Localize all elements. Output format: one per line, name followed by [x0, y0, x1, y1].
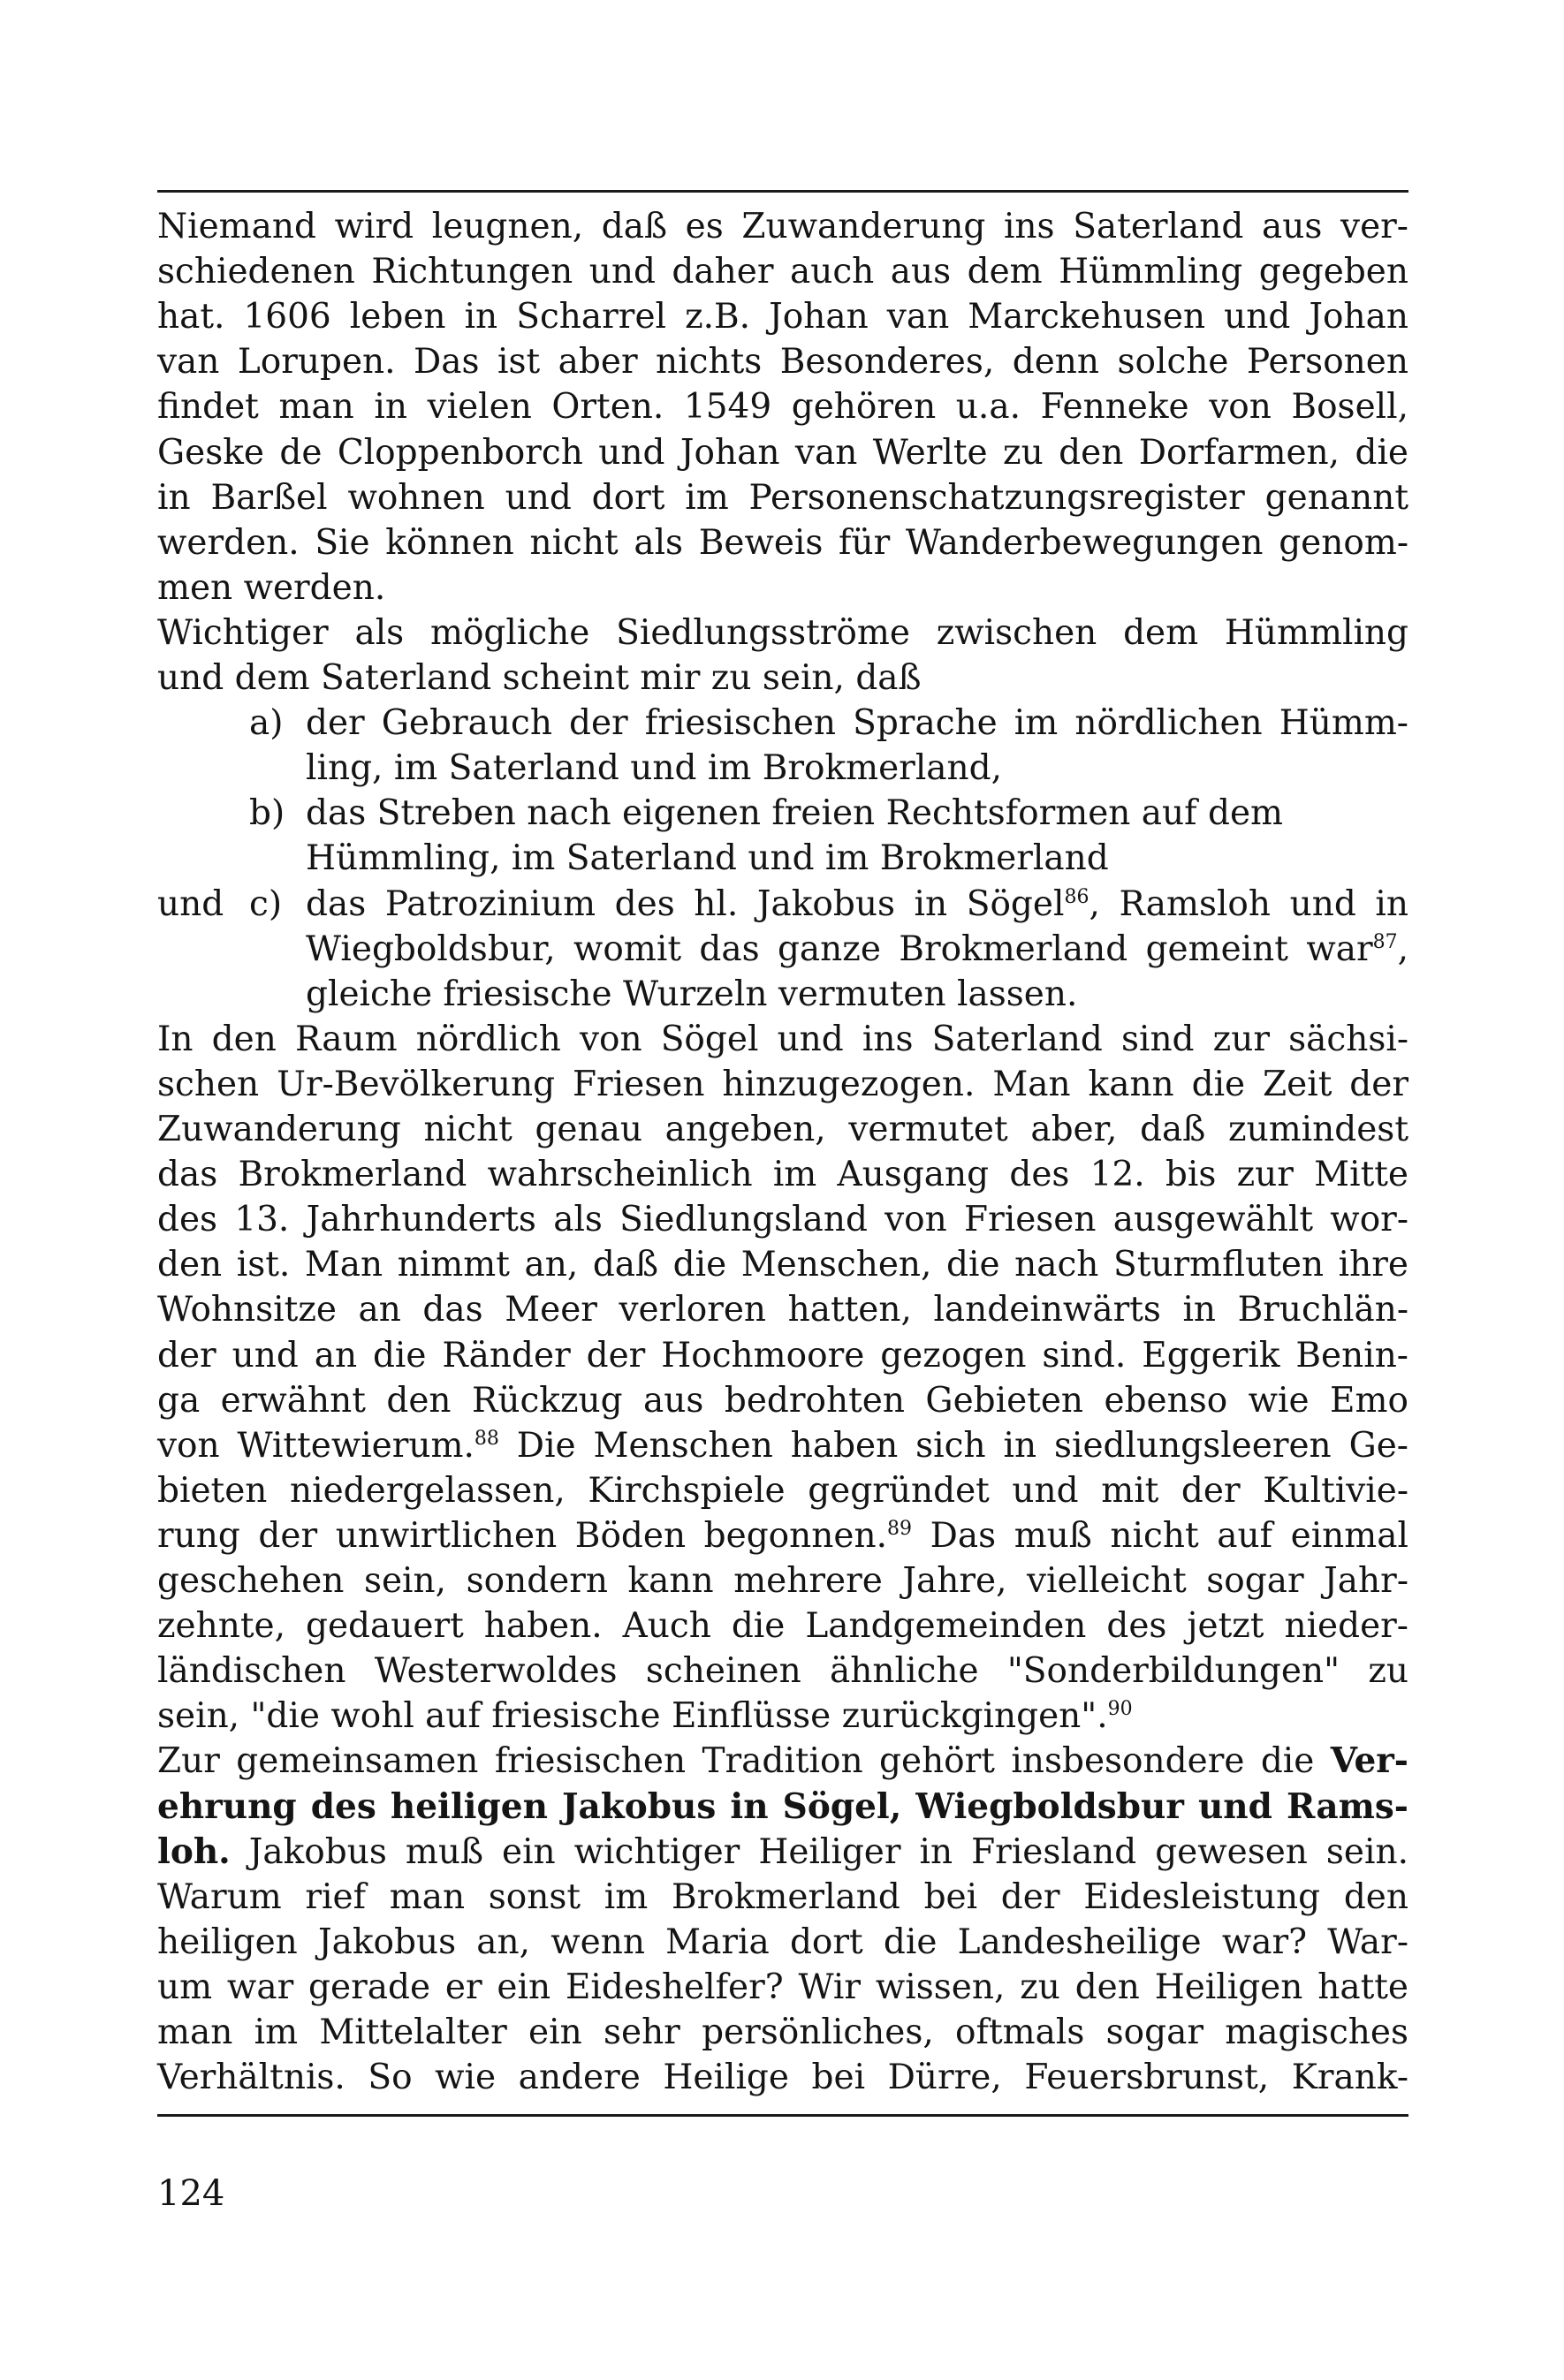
text-line: [157, 1694, 1408, 1739]
text-run: bieten niedergelassen, Kirchspiele gegründet und mit der Kultivie-: [157, 1470, 1408, 1511]
text-line: [306, 791, 1408, 836]
text-run: den ist. Man nimmt an, daß die Menschen, die nach Sturmfluten ihre: [157, 1245, 1408, 1285]
text-line: [157, 610, 1408, 656]
top-rule: [157, 190, 1408, 193]
text-run: , Ramsloh und in: [1089, 883, 1408, 924]
footnote-ref: 88: [474, 1427, 499, 1450]
text-line: [157, 1062, 1408, 1107]
text-line: [157, 1875, 1408, 1920]
text-run: von Wittewierum.: [157, 1425, 475, 1466]
text-line: [157, 656, 1408, 701]
text-line: [157, 2055, 1408, 2100]
page-number: 124: [157, 2173, 225, 2214]
text-line: [157, 1739, 1408, 1784]
bold-text: ehrung des heiligen Jakobus in Sögel, Wiegboldsbur und Rams-: [157, 1785, 1408, 1827]
text-run: schiedenen Richtungen und daher auch aus dem Hümmling gegeben: [157, 252, 1408, 292]
footnote-ref: 86: [1064, 885, 1089, 908]
text-line: [157, 2010, 1408, 2055]
text-run: der und an die Ränder der Hochmoore gezogen sind. Eggerik Benin-: [157, 1335, 1408, 1376]
text-run: Das muß nicht auf einmal: [912, 1515, 1408, 1556]
text-run: findet man in vielen Orten. 1549 gehören u.a. Fenneke von Bosell,: [157, 387, 1408, 428]
text-line: [157, 1242, 1408, 1287]
footnote-ref: 87: [1372, 930, 1398, 953]
text-run: der Gebrauch der friesischen Sprache im nördlichen Hümm-: [306, 703, 1408, 744]
text-line: [157, 1965, 1408, 2010]
text-line: [306, 927, 1408, 972]
text-line: [157, 520, 1408, 565]
text-run: zehnte, gedauert haben. Auch die Landgemeinden des jetzt nieder-: [157, 1606, 1408, 1647]
text-run: ling, im Saterland und im Brokmerland,: [306, 748, 1003, 789]
text-run: des 13. Jahrhunderts als Siedlungsland von Friesen ausgewählt wor-: [157, 1200, 1408, 1240]
text-line: [157, 1107, 1408, 1152]
text-run: hat. 1606 leben in Scharrel z.B. Johan van Marckehusen und Johan: [157, 297, 1408, 337]
text-run: heiligen Jakobus an, wenn Maria dort die Landesheilige war? War-: [157, 1921, 1408, 1962]
text-line: [306, 882, 1408, 927]
text-line: [157, 1333, 1408, 1378]
text-run: um war gerade er ein Eideshelfer? Wir wissen, zu den Heiligen hatte: [157, 1967, 1408, 2007]
text-line: [157, 1468, 1408, 1513]
text-line: [157, 1920, 1408, 1965]
list-item-label: c): [249, 883, 283, 924]
text-run: in Barßel wohnen und dort im Personenschatzungsregister genannt: [157, 477, 1408, 518]
bold-text: Ver-: [1330, 1740, 1408, 1782]
text-run: ländischen Westerwoldes scheinen ähnliche "Sonderbildungen" zu: [157, 1651, 1408, 1692]
text-line: [157, 1603, 1408, 1649]
text-line: [157, 1830, 1408, 1875]
text-line: [157, 1649, 1408, 1694]
text-line: [157, 204, 1408, 249]
text-run: Geske de Cloppenborch und Johan van Werlte zu den Dorfarmen, die: [157, 432, 1408, 473]
bold-text: loh.: [157, 1830, 231, 1872]
text-run: man im Mittelalter ein sehr persönliches, oftmals sogar magisches: [157, 2012, 1408, 2052]
text-line: [157, 1152, 1408, 1197]
text-run: Warum rief man sonst im Brokmerland bei der Eidesleistung den: [157, 1876, 1408, 1917]
text-run: Niemand wird leugnen, daß es Zuwanderung ins Saterland aus ver-: [157, 207, 1408, 246]
text-line: [157, 565, 1408, 610]
text-run: werden. Sie können nicht als Beweis für Wanderbewegungen genom-: [157, 522, 1408, 563]
list-item-label: a): [249, 703, 284, 744]
text-run: Wiegboldsbur, womit das ganze Brokmerland gemeint war: [306, 929, 1373, 969]
text-run: Wichtiger als mögliche Siedlungsströme zwischen dem Hümmling: [157, 612, 1408, 653]
text-line: [157, 1558, 1408, 1603]
text-run: sein, "die wohl auf friesische Einflüsse zurückgingen".: [157, 1696, 1108, 1737]
text-line: [157, 430, 1408, 475]
text-line: [157, 384, 1408, 429]
text-line: [157, 1378, 1408, 1423]
text-line: [306, 701, 1408, 746]
footnote-ref: 90: [1107, 1698, 1133, 1721]
bottom-rule: [157, 2114, 1408, 2117]
text-run: men werden.: [157, 567, 386, 608]
text-line: [157, 1785, 1408, 1830]
text-run: das Streben nach eigenen freien Rechtsformen auf dem: [306, 793, 1284, 834]
text-run: geschehen sein, sondern kann mehrere Jahre, vielleicht sogar Jahr-: [157, 1561, 1408, 1601]
text-run: Wohnsitze an das Meer verloren hatten, landeinwärts in Bruchlän-: [157, 1290, 1408, 1330]
text-run: gleiche friesische Wurzeln vermuten lassen.: [306, 974, 1078, 1014]
text-run: In den Raum nördlich von Sögel und ins Saterland sind zur sächsi-: [157, 1019, 1408, 1059]
text-run: Zur gemeinsamen friesischen Tradition gehört insbesondere die: [157, 1741, 1331, 1782]
text-line: [157, 1197, 1408, 1242]
list-connector: und: [157, 883, 224, 924]
text-line: [157, 294, 1408, 339]
text-line: [157, 339, 1408, 384]
text-line: [306, 746, 1408, 791]
text-run: schen Ur-Bevölkerung Friesen hinzugezogen. Man kann die Zeit der: [157, 1064, 1408, 1104]
text-run: und dem Saterland scheint mir zu sein, daß: [157, 658, 922, 698]
footnote-ref: 89: [887, 1517, 912, 1540]
text-line: [157, 475, 1408, 520]
text-run: das Patrozinium des hl. Jakobus in Sögel: [306, 883, 1065, 924]
text-run: ga erwähnt den Rückzug aus bedrohten Gebieten ebenso wie Emo: [157, 1380, 1408, 1421]
text-line: [157, 249, 1408, 294]
text-line: [306, 836, 1408, 881]
text-run: Die Menschen haben sich in siedlungsleeren Ge-: [498, 1425, 1408, 1466]
text-line: [157, 1513, 1408, 1558]
text-run: ,: [1397, 929, 1408, 969]
text-line: [306, 972, 1408, 1017]
text-run: Zuwanderung nicht genau angeben, vermutet aber, daß zumindest: [157, 1110, 1408, 1149]
text-run: van Lorupen. Das ist aber nichts Besonderes, denn solche Personen: [157, 342, 1408, 383]
list-item-label: b): [249, 793, 285, 834]
text-line: [157, 1423, 1408, 1468]
text-run: Hümmling, im Saterland und im Brokmerland: [306, 838, 1109, 879]
text-run: Verhältnis. So wie andere Heilige bei Dürre, Feuersbrunst, Krank-: [157, 2058, 1408, 2098]
text-run: das Brokmerland wahrscheinlich im Ausgang des 12. bis zur Mitte: [157, 1155, 1408, 1195]
text-line: [157, 1017, 1408, 1062]
text-run: Jakobus muß ein wichtiger Heiliger in Friesland gewesen sein.: [230, 1831, 1408, 1872]
text-run: rung der unwirtlichen Böden begonnen.: [157, 1515, 887, 1556]
text-line: [157, 1287, 1408, 1332]
